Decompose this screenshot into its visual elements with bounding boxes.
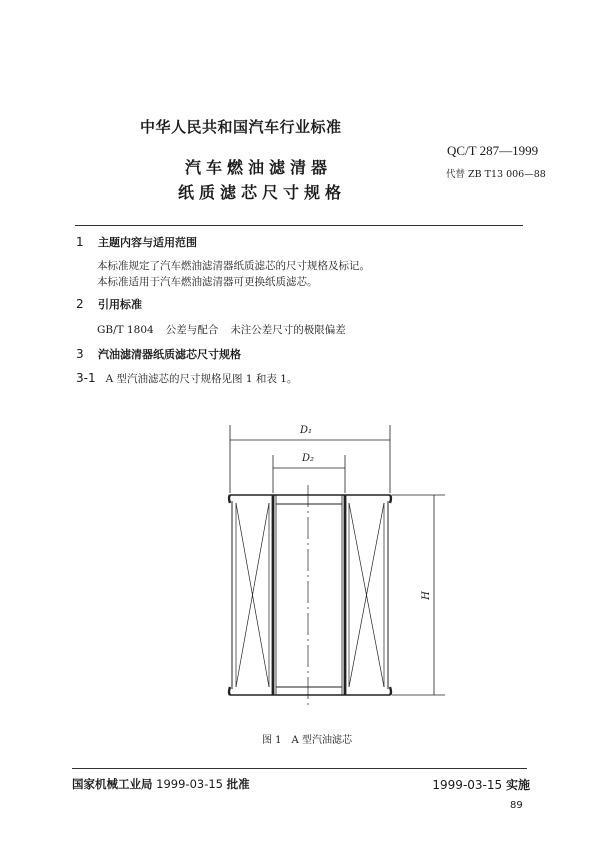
- footer-divider: [72, 768, 527, 769]
- reference-title-b: 未注公差尺寸的极限偏差: [230, 324, 346, 336]
- approval-date: 1999-03-15: [156, 777, 223, 791]
- header-divider: [75, 225, 523, 226]
- figure-caption: 图 1 A 型汽油滤芯: [262, 735, 352, 746]
- section-number: 2: [76, 297, 84, 311]
- issuing-authority: 中华人民共和国汽车行业标准: [140, 118, 342, 136]
- implementation-line: [432, 776, 530, 793]
- document-title-line2: 纸质滤芯尺寸规格: [178, 183, 347, 202]
- dimension-label-height: H: [420, 591, 432, 600]
- section-number: 1: [76, 235, 84, 249]
- reference-title-a: 公差与配合: [165, 324, 219, 336]
- section-title: 引用标准: [98, 298, 142, 311]
- section-title: 主题内容与适用范围: [98, 236, 197, 249]
- dimension-label-inner-diameter: D₂: [302, 453, 315, 464]
- implementation-date: 1999-03-15: [432, 778, 503, 792]
- page-number: 89: [510, 800, 523, 811]
- approval-org: 国家机械工业局: [72, 777, 153, 791]
- document-title-line1: 汽车燃油滤清器: [185, 158, 333, 177]
- section-number: 3: [76, 347, 84, 361]
- section-1-heading: [76, 234, 197, 250]
- section-title: 汽油滤清器纸质滤芯尺寸规格: [98, 348, 241, 361]
- standard-number: QC/T 287—1999: [447, 143, 539, 158]
- filter-element-drawing: [210, 415, 450, 715]
- approval-line: [72, 776, 250, 792]
- replaces-standard: 代替 ZB T13 006—88: [446, 169, 546, 180]
- section-1-paragraph: 本标准规定了汽车燃油滤清器纸质滤芯的尺寸规格及标记。: [97, 260, 370, 272]
- implementation-suffix: 实施: [505, 778, 530, 792]
- reference-code: GB/T 1804: [97, 324, 154, 336]
- subsection-3-1: [76, 371, 297, 386]
- subsection-text: A 型汽油滤芯的尺寸规格见图 1 和表 1。: [105, 373, 298, 385]
- dimension-label-outer-diameter: D₁: [300, 425, 313, 436]
- section-3-heading: [76, 346, 241, 362]
- approval-suffix: 批准: [226, 777, 250, 791]
- section-1-paragraph: 本标准适用于汽车燃油滤清器可更换纸质滤芯。: [97, 276, 318, 288]
- section-2-heading: [76, 296, 142, 312]
- subsection-number: 3-1: [76, 371, 96, 385]
- reference-entry: [97, 322, 358, 337]
